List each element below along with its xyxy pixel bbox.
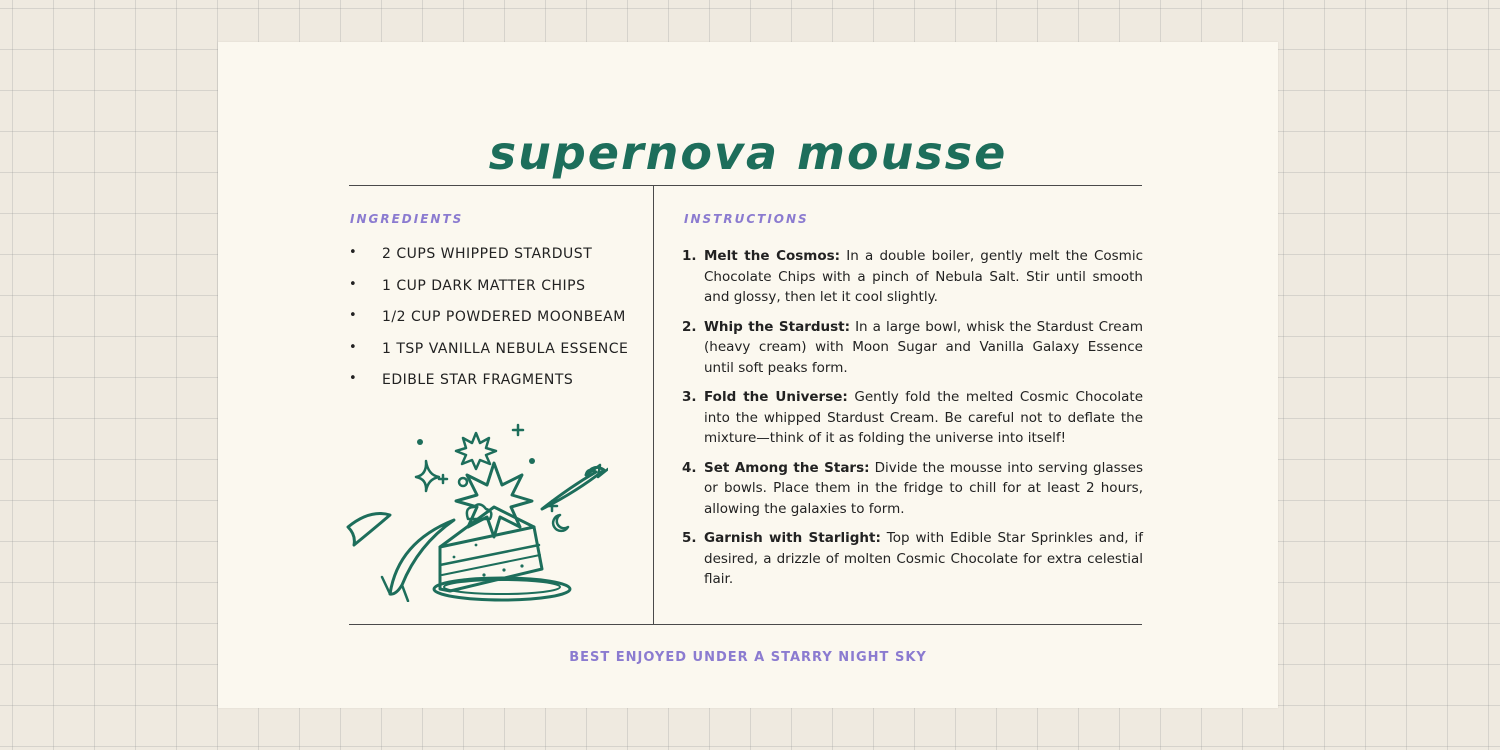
- instruction-step: [682, 528, 1143, 590]
- step-title: Garnish with Starlight:: [704, 530, 881, 546]
- ingredient-item: • 1/2 CUP POWDERED MOONBEAM: [349, 309, 628, 341]
- step-title: Whip the Stardust:: [704, 318, 851, 335]
- step-title: Melt the Cosmos:: [704, 248, 841, 264]
- footer-tagline: BEST ENJOYED UNDER A STARRY NIGHT SKY: [569, 650, 927, 665]
- cake-slice-illustration: [346, 417, 608, 602]
- ingredient-item: • 1 TSP VANILLA NEBULA ESSENCE: [349, 341, 628, 373]
- ingredients-list: [349, 246, 628, 404]
- step-title: Set Among the Stars:: [704, 459, 870, 476]
- step-number: 3.: [682, 389, 697, 405]
- column-divider: [653, 185, 654, 624]
- recipe-card: [218, 42, 1278, 708]
- instruction-step: [682, 387, 1143, 449]
- step-number: 4.: [682, 459, 697, 476]
- step-text: Gently fold the melted Cosmic Chocolate into the whipped Stardust Cream. Be careful not to deflate the mixture—think of it as folding the universe into itself!: [704, 389, 1144, 446]
- instructions-heading: INSTRUCTIONS: [684, 212, 809, 226]
- instructions-list: [682, 246, 1143, 599]
- step-text: Divide the mousse into serving glasses or bowls. Place them in the fridge to chill for at least 2 hours, allowing the galaxies to form.: [704, 459, 1144, 517]
- ingredients-heading: INGREDIENTS: [350, 212, 464, 226]
- step-title: Fold the Universe:: [704, 389, 848, 405]
- top-divider: [349, 185, 1142, 186]
- instruction-step: [682, 317, 1143, 379]
- instruction-step: [682, 246, 1143, 308]
- ingredient-item: • 2 CUPS WHIPPED STARDUST: [349, 246, 628, 278]
- ingredient-item: • 1 CUP DARK MATTER CHIPS: [349, 278, 628, 310]
- step-text: In a double boiler, gently melt the Cosmic Chocolate Chips with a pinch of Nebula Salt. Stir until smooth and glossy, then let it cool slightly.: [704, 248, 1143, 305]
- step-number: 2.: [682, 318, 697, 335]
- step-text: In a large bowl, whisk the Stardust Cream (heavy cream) with Moon Sugar and Vanilla Galaxy Essence until soft peaks form.: [704, 318, 1143, 376]
- ingredient-item: • EDIBLE STAR FRAGMENTS: [349, 372, 628, 404]
- bottom-divider: [349, 624, 1142, 625]
- recipe-title: supernova mousse: [488, 126, 1008, 180]
- step-text: Top with Edible Star Sprinkles and, if desired, a drizzle of molten Cosmic Chocolate for extra celestial flair.: [704, 530, 1143, 587]
- step-number: 1.: [682, 248, 697, 264]
- instruction-step: [682, 458, 1143, 520]
- step-number: 5.: [682, 530, 697, 546]
